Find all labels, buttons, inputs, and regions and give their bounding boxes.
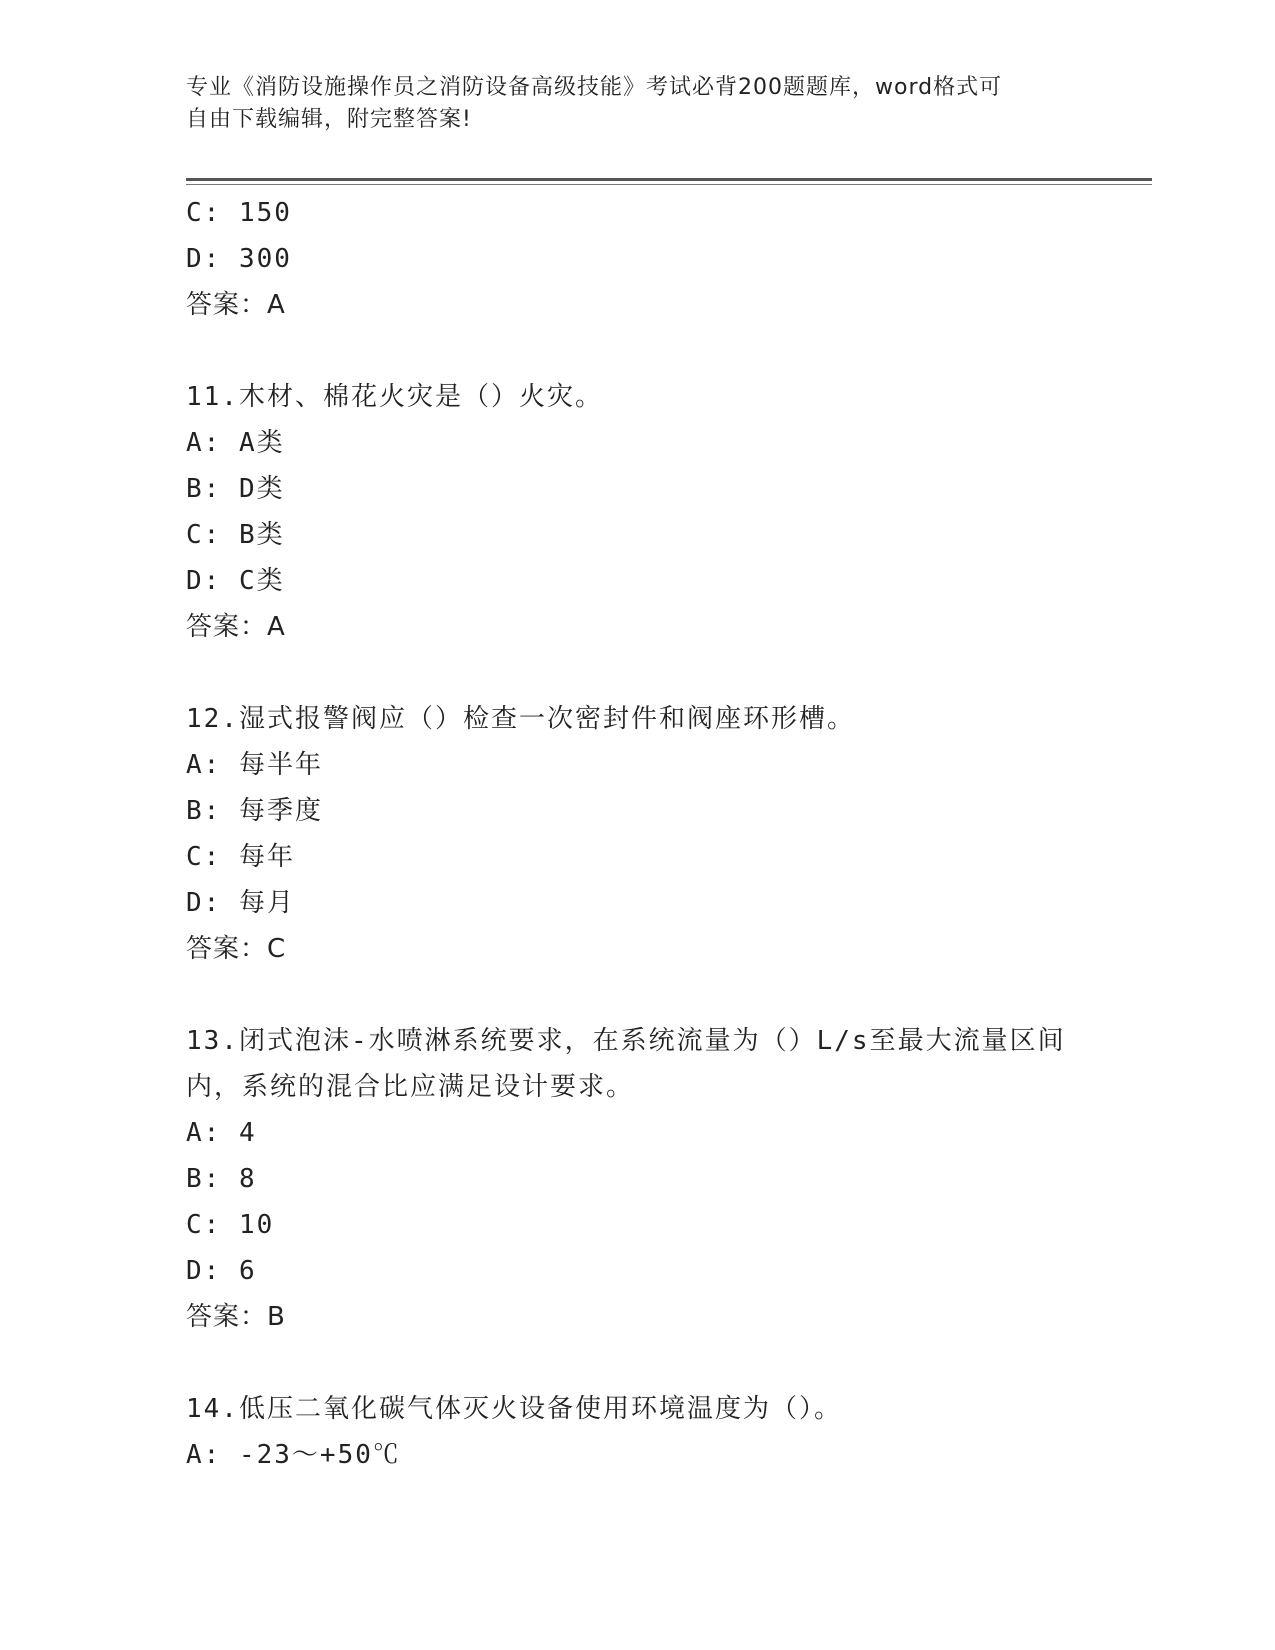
option-d: D: 6	[186, 1256, 257, 1286]
option-a: A: -23～+50℃	[186, 1440, 401, 1470]
question-stem: 14.低压二氧化碳气体灭火设备使用环境温度为（）。	[186, 1394, 842, 1424]
option-c: C: B类	[186, 520, 285, 550]
option-c: C: 150	[186, 198, 292, 228]
option-b: B: 8	[186, 1164, 257, 1194]
answer-line: 答案：B	[186, 1302, 286, 1332]
question-stem: 12.湿式报警阀应（）检查一次密封件和阀座环形槽。	[186, 704, 855, 734]
question-stem-line-1: 13.闭式泡沫-水喷淋系统要求，在系统流量为（）L/s至最大流量区间	[186, 1026, 1066, 1056]
option-d: D: 300	[186, 244, 292, 274]
header-title-line-2: 自由下载编辑，附完整答案!	[186, 107, 472, 132]
question-block-14	[186, 1386, 1086, 1478]
option-b: B: 每季度	[186, 796, 323, 826]
option-a: A: 每半年	[186, 750, 323, 780]
question-block-12	[186, 696, 1086, 972]
document-header	[186, 72, 1066, 136]
header-title-line-1: 专业《消防设施操作员之消防设备高级技能》考试必背200题题库，word格式可	[186, 75, 1003, 100]
question-block-10-continued	[186, 190, 1086, 328]
option-c: C: 10	[186, 1210, 275, 1240]
header-divider-thick	[186, 178, 1152, 181]
question-stem: 11.木材、棉花火灾是（）火灾。	[186, 382, 603, 412]
spacer	[186, 650, 1086, 696]
header-divider-thin	[186, 184, 1152, 185]
question-block-13	[186, 1018, 1086, 1340]
question-block-11	[186, 374, 1086, 650]
spacer	[186, 972, 1086, 1018]
option-d: D: 每月	[186, 888, 295, 918]
answer-line: 答案：A	[186, 612, 286, 642]
option-c: C: 每年	[186, 842, 295, 872]
option-a: A: 4	[186, 1118, 257, 1148]
spacer	[186, 1340, 1086, 1386]
answer-line: 答案：C	[186, 934, 287, 964]
option-b: B: D类	[186, 474, 285, 504]
answer-line: 答案：A	[186, 290, 286, 320]
option-a: A: A类	[186, 428, 285, 458]
question-stem-line-2: 内，系统的混合比应满足设计要求。	[186, 1072, 635, 1102]
option-d: D: C类	[186, 566, 285, 596]
question-list	[186, 190, 1086, 1478]
spacer	[186, 328, 1086, 374]
